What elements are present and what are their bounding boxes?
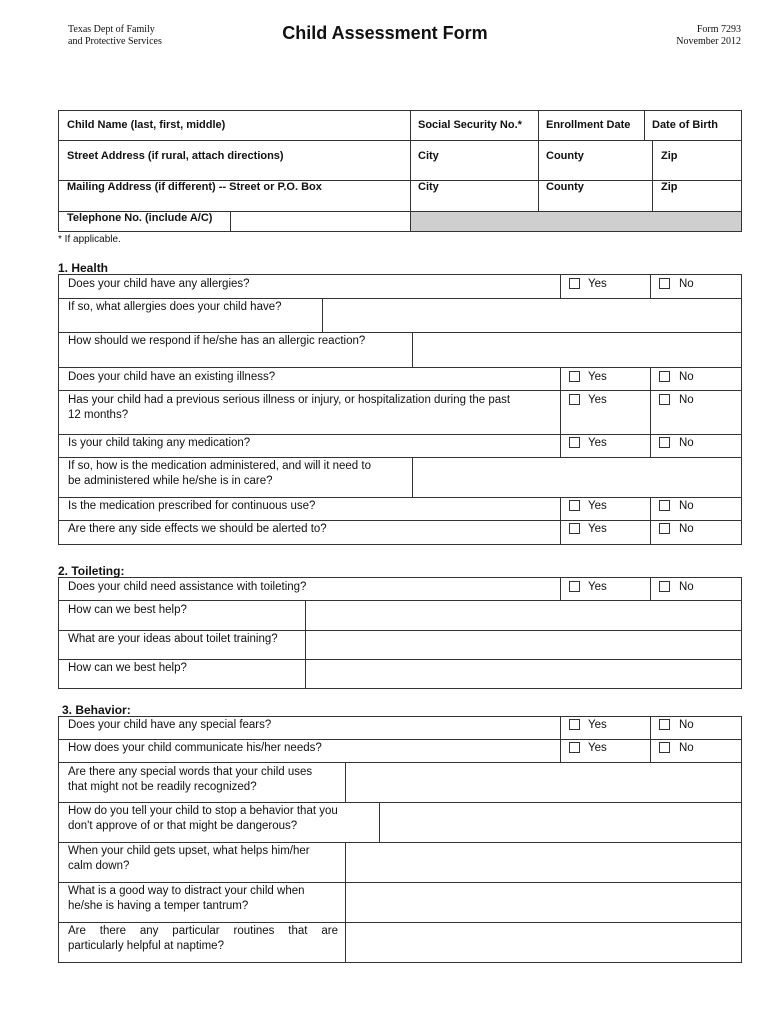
behavior-q-communicate: How does your child communicate his/her needs? — [68, 742, 322, 754]
health-q-previous-illness-line1: Has your child had a previous serious illness or injury, or hospitalization during the past — [68, 394, 511, 406]
behavior-q-calm-down — [68, 844, 310, 874]
medication-no-checkbox[interactable] — [659, 437, 670, 448]
health-q-which-allergies: If so, what allergies does your child have? — [68, 301, 282, 313]
previous-illness-yes-label: Yes — [588, 394, 607, 406]
previous-illness-yes-checkbox[interactable] — [569, 394, 580, 405]
communicate-yes-checkbox[interactable] — [569, 742, 580, 753]
health-q-previous-illness — [68, 393, 510, 423]
toileting-q-best-help: How can we best help? — [68, 604, 187, 616]
behavior-q-naptime-line1: Are there any particular routines that are — [68, 925, 338, 937]
behavior-q-temper-tantrum — [68, 884, 305, 914]
toileting-no-label: No — [679, 581, 694, 593]
illness-yes-label: Yes — [588, 371, 607, 383]
section-health-heading: 1. Health — [58, 261, 109, 275]
communicate-no-checkbox[interactable] — [659, 742, 670, 753]
form-number-block — [676, 24, 741, 48]
toileting-q-toilet-training: What are your ideas about toilet training? — [68, 633, 278, 645]
street-address-field[interactable]: Street Address (if rural, attach directions) — [67, 150, 284, 162]
ssn-field[interactable]: Social Security No.* — [418, 119, 522, 131]
continuous-use-yes-label: Yes — [588, 500, 607, 512]
health-q-medication-administration-line1: If so, how is the medication administered, and will it need to — [68, 460, 371, 472]
fears-yes-checkbox[interactable] — [569, 719, 580, 730]
form-date: November 2012 — [676, 36, 741, 47]
child-name-field[interactable]: Child Name (last, first, middle) — [67, 119, 226, 131]
previous-illness-no-label: No — [679, 394, 694, 406]
side-effects-yes-checkbox[interactable] — [569, 523, 580, 534]
toileting-no-checkbox[interactable] — [659, 581, 670, 592]
health-q-medication-administration — [68, 459, 371, 489]
behavior-q-temper-tantrum-line1: What is a good way to distract your child when — [68, 885, 305, 897]
medication-yes-label: Yes — [588, 437, 607, 449]
zip-field[interactable]: Zip — [661, 150, 678, 162]
telephone-field[interactable]: Telephone No. (include A/C) — [67, 212, 213, 224]
health-q-allergic-reaction: How should we respond if he/she has an allergic reaction? — [68, 335, 366, 347]
communicate-no-label: No — [679, 742, 694, 754]
date-of-birth-field[interactable]: Date of Birth — [652, 119, 718, 131]
behavior-q-calm-down-line2: calm down? — [68, 860, 130, 872]
behavior-q-calm-down-line1: When your child gets upset, what helps him/her — [68, 845, 310, 857]
mailing-city-field[interactable]: City — [418, 181, 439, 193]
fears-yes-label: Yes — [588, 719, 607, 731]
health-q-previous-illness-line2: 12 months? — [68, 409, 129, 421]
fears-no-label: No — [679, 719, 694, 731]
communicate-yes-label: Yes — [588, 742, 607, 754]
health-q-continuous-use: Is the medication prescribed for continuous use? — [68, 500, 316, 512]
continuous-use-yes-checkbox[interactable] — [569, 500, 580, 511]
allergies-no-label: No — [679, 278, 694, 290]
continuous-use-no-label: No — [679, 500, 694, 512]
health-q-existing-illness: Does your child have an existing illness? — [68, 371, 276, 383]
behavior-q-special-words-line1: Are there any special words that your child uses — [68, 766, 313, 778]
footnote: * If applicable. — [58, 234, 121, 245]
mailing-zip-field[interactable]: Zip — [661, 181, 678, 193]
health-q-medication-administration-line2: be administered while he/she is in care? — [68, 475, 273, 487]
toileting-q-best-help-2: How can we best help? — [68, 662, 187, 674]
side-effects-no-checkbox[interactable] — [659, 523, 670, 534]
previous-illness-no-checkbox[interactable] — [659, 394, 670, 405]
behavior-q-special-words-line2: that might not be readily recognized? — [68, 781, 257, 793]
behavior-q-temper-tantrum-line2: he/she is having a temper tantrum? — [68, 900, 249, 912]
illness-yes-checkbox[interactable] — [569, 371, 580, 382]
toileting-yes-label: Yes — [588, 581, 607, 593]
county-field[interactable]: County — [546, 150, 584, 162]
city-field[interactable]: City — [418, 150, 439, 162]
section-toileting-heading: 2. Toileting: — [58, 564, 125, 578]
shaded-cell — [411, 212, 741, 231]
behavior-q-naptime — [68, 924, 338, 954]
medication-yes-checkbox[interactable] — [569, 437, 580, 448]
allergies-no-checkbox[interactable] — [659, 278, 670, 289]
illness-no-label: No — [679, 371, 694, 383]
allergies-yes-checkbox[interactable] — [569, 278, 580, 289]
form-title: Child Assessment Form — [282, 23, 488, 43]
behavior-q-stop-behavior-line1: How do you tell your child to stop a behavior that you — [68, 805, 338, 817]
side-effects-no-label: No — [679, 523, 694, 535]
fears-no-checkbox[interactable] — [659, 719, 670, 730]
agency-line-2: and Protective Services — [68, 36, 162, 47]
medication-no-label: No — [679, 437, 694, 449]
mailing-county-field[interactable]: County — [546, 181, 584, 193]
agency-line-1: Texas Dept of Family — [68, 24, 155, 35]
section-behavior-heading: 3. Behavior: — [62, 703, 131, 717]
health-q-medication: Is your child taking any medication? — [68, 437, 251, 449]
illness-no-checkbox[interactable] — [659, 371, 670, 382]
form-number: Form 7293 — [696, 24, 741, 35]
toileting-q-assistance: Does your child need assistance with toileting? — [68, 581, 307, 593]
toileting-yes-checkbox[interactable] — [569, 581, 580, 592]
behavior-q-stop-behavior-line2: don't approve of or that might be dangerous? — [68, 820, 298, 832]
side-effects-yes-label: Yes — [588, 523, 607, 535]
behavior-q-special-words — [68, 765, 312, 795]
enrollment-date-field[interactable]: Enrollment Date — [546, 119, 631, 131]
health-q-allergies: Does your child have any allergies? — [68, 278, 250, 290]
mailing-address-field[interactable]: Mailing Address (if different) -- Street or P.O. Box — [67, 181, 322, 193]
health-q-side-effects: Are there any side effects we should be alerted to? — [68, 523, 327, 535]
behavior-q-fears: Does your child have any special fears? — [68, 719, 272, 731]
behavior-q-stop-behavior — [68, 804, 338, 834]
allergies-yes-label: Yes — [588, 278, 607, 290]
behavior-q-naptime-line2: particularly helpful at naptime? — [68, 940, 224, 952]
continuous-use-no-checkbox[interactable] — [659, 500, 670, 511]
